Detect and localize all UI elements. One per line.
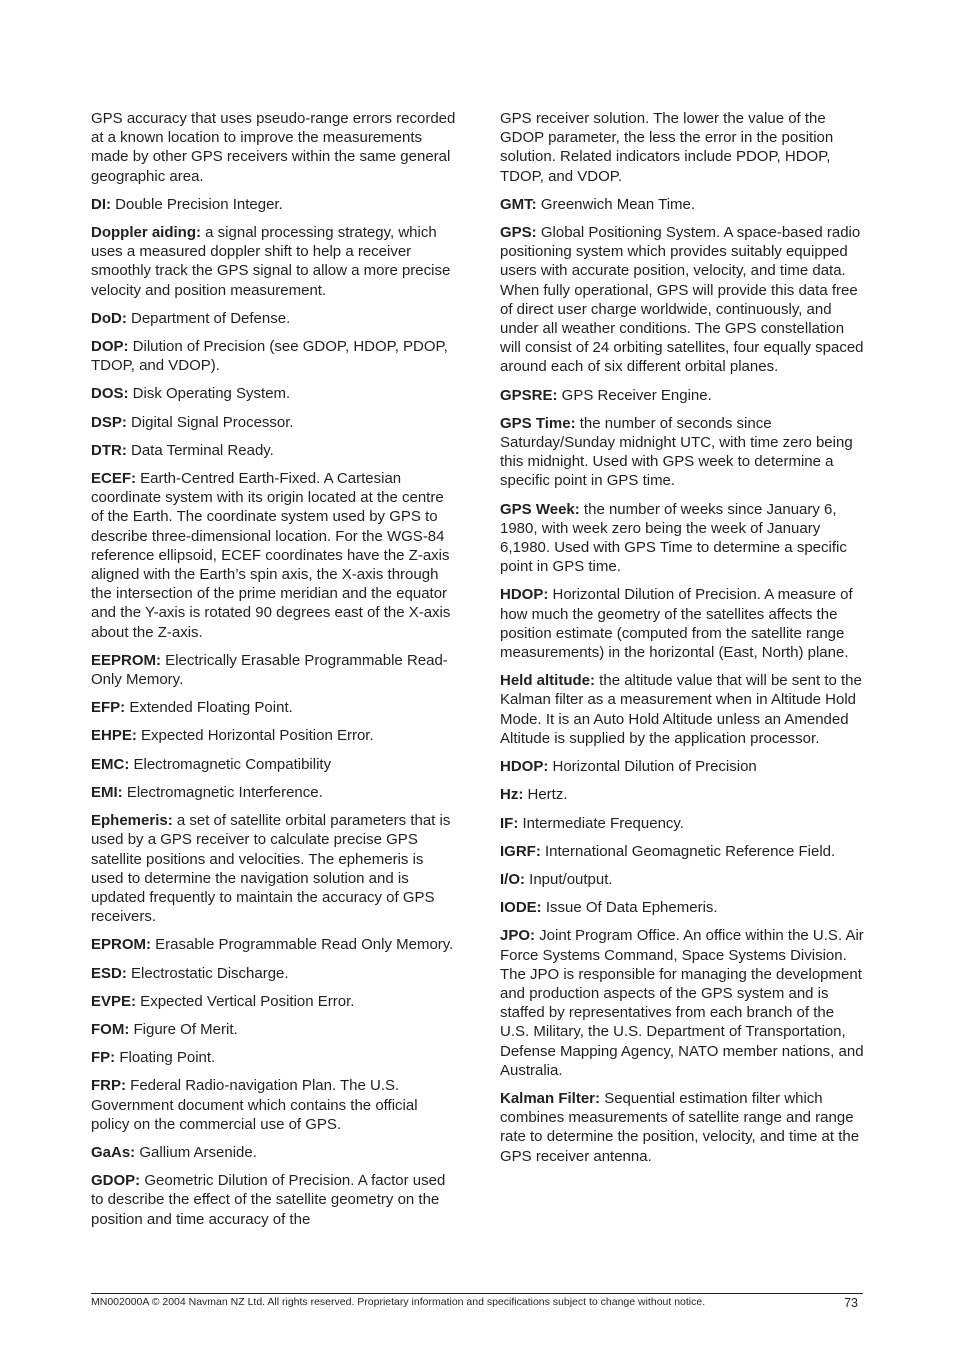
glossary-definition: Joint Program Office. An office within the U.S. Air Force Systems Command, Space Systems Division. The JPO is responsible for managing the development and production aspects of the GPS system and is staffed by representatives from each branch of the U.S. Military, the U.S. Department of Transportation, Defense Mapping Agency, NATO member nations, and Australia. <box>500 927 864 1079</box>
glossary-term: IODE: <box>500 899 542 917</box>
glossary-term: GPS: <box>500 224 537 242</box>
glossary-definition: Earth-Centred Earth-Fixed. A Cartesian coordinate system with its origin located at the centre of the Earth. The coordinate system used by GPS to describe three-dimensional location. For the WGS-84 reference ellipsoid, ECEF coordinates have the Z-axis aligned with the Earth’s spin axis, the X-axis through the intersection of the prime meridian and the equator and the Y-axis is rotated 90 degrees east of the X-axis about the Z-axis. <box>91 470 451 641</box>
glossary-entry <box>500 414 866 491</box>
left-column <box>91 109 459 1238</box>
footer-copyright: MN002000A © 2004 Navman NZ Ltd. All rights reserved. Proprietary information and specifications subject to change without notice. <box>91 1296 706 1308</box>
glossary-definition: Intermediate Frequency. <box>518 814 684 832</box>
glossary-definition: Digital Signal Processor. <box>126 413 294 431</box>
glossary-entry <box>500 814 866 833</box>
glossary-definition: Issue Of Data Ephemeris. <box>541 899 718 917</box>
glossary-entry <box>91 935 459 954</box>
glossary-entry <box>91 223 459 300</box>
glossary-entry <box>500 195 866 214</box>
glossary-term: FRP: <box>91 1077 126 1095</box>
glossary-definition: Data Terminal Ready. <box>126 441 274 459</box>
glossary-entry <box>91 964 459 983</box>
glossary-entry <box>500 926 866 1080</box>
glossary-entry <box>91 195 459 214</box>
glossary-entry <box>91 811 459 926</box>
glossary-definition: Expected Vertical Position Error. <box>136 992 355 1010</box>
glossary-term: GDOP: <box>91 1172 141 1190</box>
glossary-entry <box>91 1143 459 1162</box>
glossary-definition: Gallium Arsenide. <box>135 1143 257 1161</box>
glossary-entry <box>91 413 459 432</box>
glossary-definition: Sequential estimation filter which combines measurements of satellite range and range rate to determine the position, velocity, and time at the GPS receiver antenna. <box>500 1089 860 1165</box>
glossary-definition: Hertz. <box>523 786 568 804</box>
glossary-term: DOS: <box>91 385 129 403</box>
glossary-term: DI: <box>91 195 111 213</box>
glossary-term: GPS Week: <box>500 500 580 518</box>
glossary-term: Kalman Filter: <box>500 1089 601 1107</box>
footer-divider <box>91 1293 863 1294</box>
glossary-definition: International Geomagnetic Reference Field. <box>540 842 836 860</box>
glossary-entry <box>500 386 866 405</box>
glossary-term: EMI: <box>91 783 123 801</box>
glossary-definition: a signal processing strategy, which uses a measured doppler shift to help a receiver smoothly track the GPS signal to allow a more precise velocity and position measurement. <box>91 224 451 299</box>
glossary-entry <box>91 783 459 802</box>
glossary-entry <box>91 726 459 745</box>
glossary-definition: Figure Of Merit. <box>129 1020 238 1038</box>
glossary-term: GMT: <box>500 195 537 213</box>
glossary-entry <box>500 500 866 577</box>
glossary-entry <box>91 1171 459 1229</box>
glossary-definition: Disk Operating System. <box>128 385 291 403</box>
glossary-term: Doppler aiding: <box>91 224 201 242</box>
glossary-term: JPO: <box>500 927 536 945</box>
glossary-entry <box>500 1089 866 1166</box>
glossary-definition: a set of satellite orbital parameters that is used by a GPS receiver to calculate precise GPS satellite positions and velocities. The ephemeris is used to determine the navigation solution and is updated frequently to maintain the accuracy of GPS receivers. <box>91 812 451 926</box>
glossary-definition: Expected Horizontal Position Error. <box>136 727 374 745</box>
glossary-term: GPS Time: <box>500 414 576 432</box>
glossary-term: GPSRE: <box>500 386 558 404</box>
glossary-term: EHPE: <box>91 727 137 745</box>
glossary-entry <box>91 755 459 774</box>
glossary-definition: Dilution of Precision (see GDOP, HDOP, PDOP, TDOP, and VDOP). <box>91 338 448 375</box>
glossary-definition: GPS receiver solution. The lower the value of the GDOP parameter, the less the error in the position solution. Related indicators include PDOP, HDOP, TDOP, and VDOP. <box>500 110 834 185</box>
glossary-entry <box>91 651 459 689</box>
glossary-definition: GPS Receiver Engine. <box>557 386 712 404</box>
glossary-term: HDOP: <box>500 758 549 776</box>
glossary-definition: Greenwich Mean Time. <box>536 195 696 213</box>
glossary-term: EMC: <box>91 755 130 773</box>
glossary-entry <box>500 757 866 776</box>
glossary-definition: Input/output. <box>525 870 613 888</box>
glossary-entry <box>91 469 459 642</box>
glossary-term: ESD: <box>91 964 127 982</box>
glossary-term: EPROM: <box>91 936 151 954</box>
glossary-entry <box>500 671 866 748</box>
glossary-definition: Erasable Programmable Read Only Memory. <box>151 936 454 954</box>
glossary-definition: Electromagnetic Compatibility <box>129 755 332 773</box>
glossary-entry <box>500 898 866 917</box>
glossary-term: IF: <box>500 814 519 832</box>
glossary-term: HDOP: <box>500 586 549 604</box>
glossary-term: Held altitude: <box>500 672 596 690</box>
glossary-term: DTR: <box>91 441 127 459</box>
glossary-term: Ephemeris: <box>91 812 173 830</box>
glossary-definition: Geometric Dilution of Precision. A factor used to describe the effect of the satellite geometry on the position and time accuracy of the <box>91 1172 446 1228</box>
glossary-definition: Horizontal Dilution of Precision. A measure of how much the geometry of the satellites affects the position estimate (computed from the satellite range measurements) in the horizontal (East, North) plane. <box>500 586 853 662</box>
glossary-entry <box>91 1076 459 1134</box>
glossary-definition: the number of weeks since January 6, 1980, with week zero being the week of January 6,1980. Used with GPS Time to determine a specific point in GPS time. <box>500 500 847 576</box>
glossary-term: DoD: <box>91 309 127 327</box>
glossary-entry <box>91 309 459 328</box>
glossary-entry <box>500 842 866 861</box>
glossary-term: Hz: <box>500 786 524 804</box>
glossary-entry <box>91 1020 459 1039</box>
glossary-term: IGRF: <box>500 842 541 860</box>
glossary-definition: the number of seconds since Saturday/Sunday midnight UTC, with time zero being this midnight. Used with GPS week to determine a specific point in GPS time. <box>500 414 853 490</box>
glossary-definition: the altitude value that will be sent to the Kalman filter as a measurement when in Altitude Hold Mode. It is an Auto Hold Altitude unless an Amended Altitude is supplied by the application processor. <box>500 672 862 747</box>
glossary-term: EFP: <box>91 699 126 717</box>
glossary-entry <box>91 337 459 375</box>
glossary-entry <box>91 384 459 403</box>
glossary-definition: Extended Floating Point. <box>125 699 293 717</box>
glossary-entry <box>500 870 866 889</box>
glossary-entry <box>91 1048 459 1067</box>
glossary-definition: Electrically Erasable Programmable Read-Only Memory. <box>91 651 448 689</box>
glossary-entry <box>91 698 459 717</box>
glossary-definition: Horizontal Dilution of Precision <box>548 758 757 776</box>
glossary-term: FP: <box>91 1049 116 1067</box>
glossary-entry <box>91 109 459 186</box>
glossary-entry <box>91 441 459 460</box>
glossary-definition: Electrostatic Discharge. <box>126 964 289 982</box>
glossary-definition: Electromagnetic Interference. <box>122 783 323 801</box>
glossary-entry <box>91 992 459 1011</box>
glossary-term: EEPROM: <box>91 651 162 669</box>
glossary-definition: Floating Point. <box>115 1049 216 1067</box>
glossary-entry <box>500 785 866 804</box>
glossary-term: FOM: <box>91 1020 130 1038</box>
glossary-definition: Double Precision Integer. <box>111 195 283 213</box>
glossary-term: DSP: <box>91 413 127 431</box>
glossary-definition: GPS accuracy that uses pseudo-range errors recorded at a known location to improve the measurements made by other GPS receivers within the same general geographic area. <box>91 110 456 185</box>
glossary-definition: Federal Radio-navigation Plan. The U.S. Government document which contains the official policy on the commercial use of GPS. <box>91 1077 418 1133</box>
glossary-entry <box>500 109 866 186</box>
glossary-entry <box>500 585 866 662</box>
right-column <box>500 109 866 1175</box>
glossary-term: I/O: <box>500 870 525 888</box>
glossary-term: EVPE: <box>91 992 137 1010</box>
glossary-term: GaAs: <box>91 1143 136 1161</box>
glossary-term: ECEF: <box>91 470 136 488</box>
glossary-definition: Department of Defense. <box>126 309 291 327</box>
glossary-entry <box>500 223 866 377</box>
page-number: 73 <box>844 1296 858 1310</box>
glossary-term: DOP: <box>91 338 129 356</box>
glossary-definition: Global Positioning System. A space-based radio positioning system which provides suitably equipped users with accurate position, velocity, and time data. When fully operational, GPS will provide this data free of direct user charge worldwide, continuously, and under all weather conditions. The GPS constellation will consist of 24 orbiting satellites, four equally spaced around each of six different orbital planes. <box>500 224 864 376</box>
